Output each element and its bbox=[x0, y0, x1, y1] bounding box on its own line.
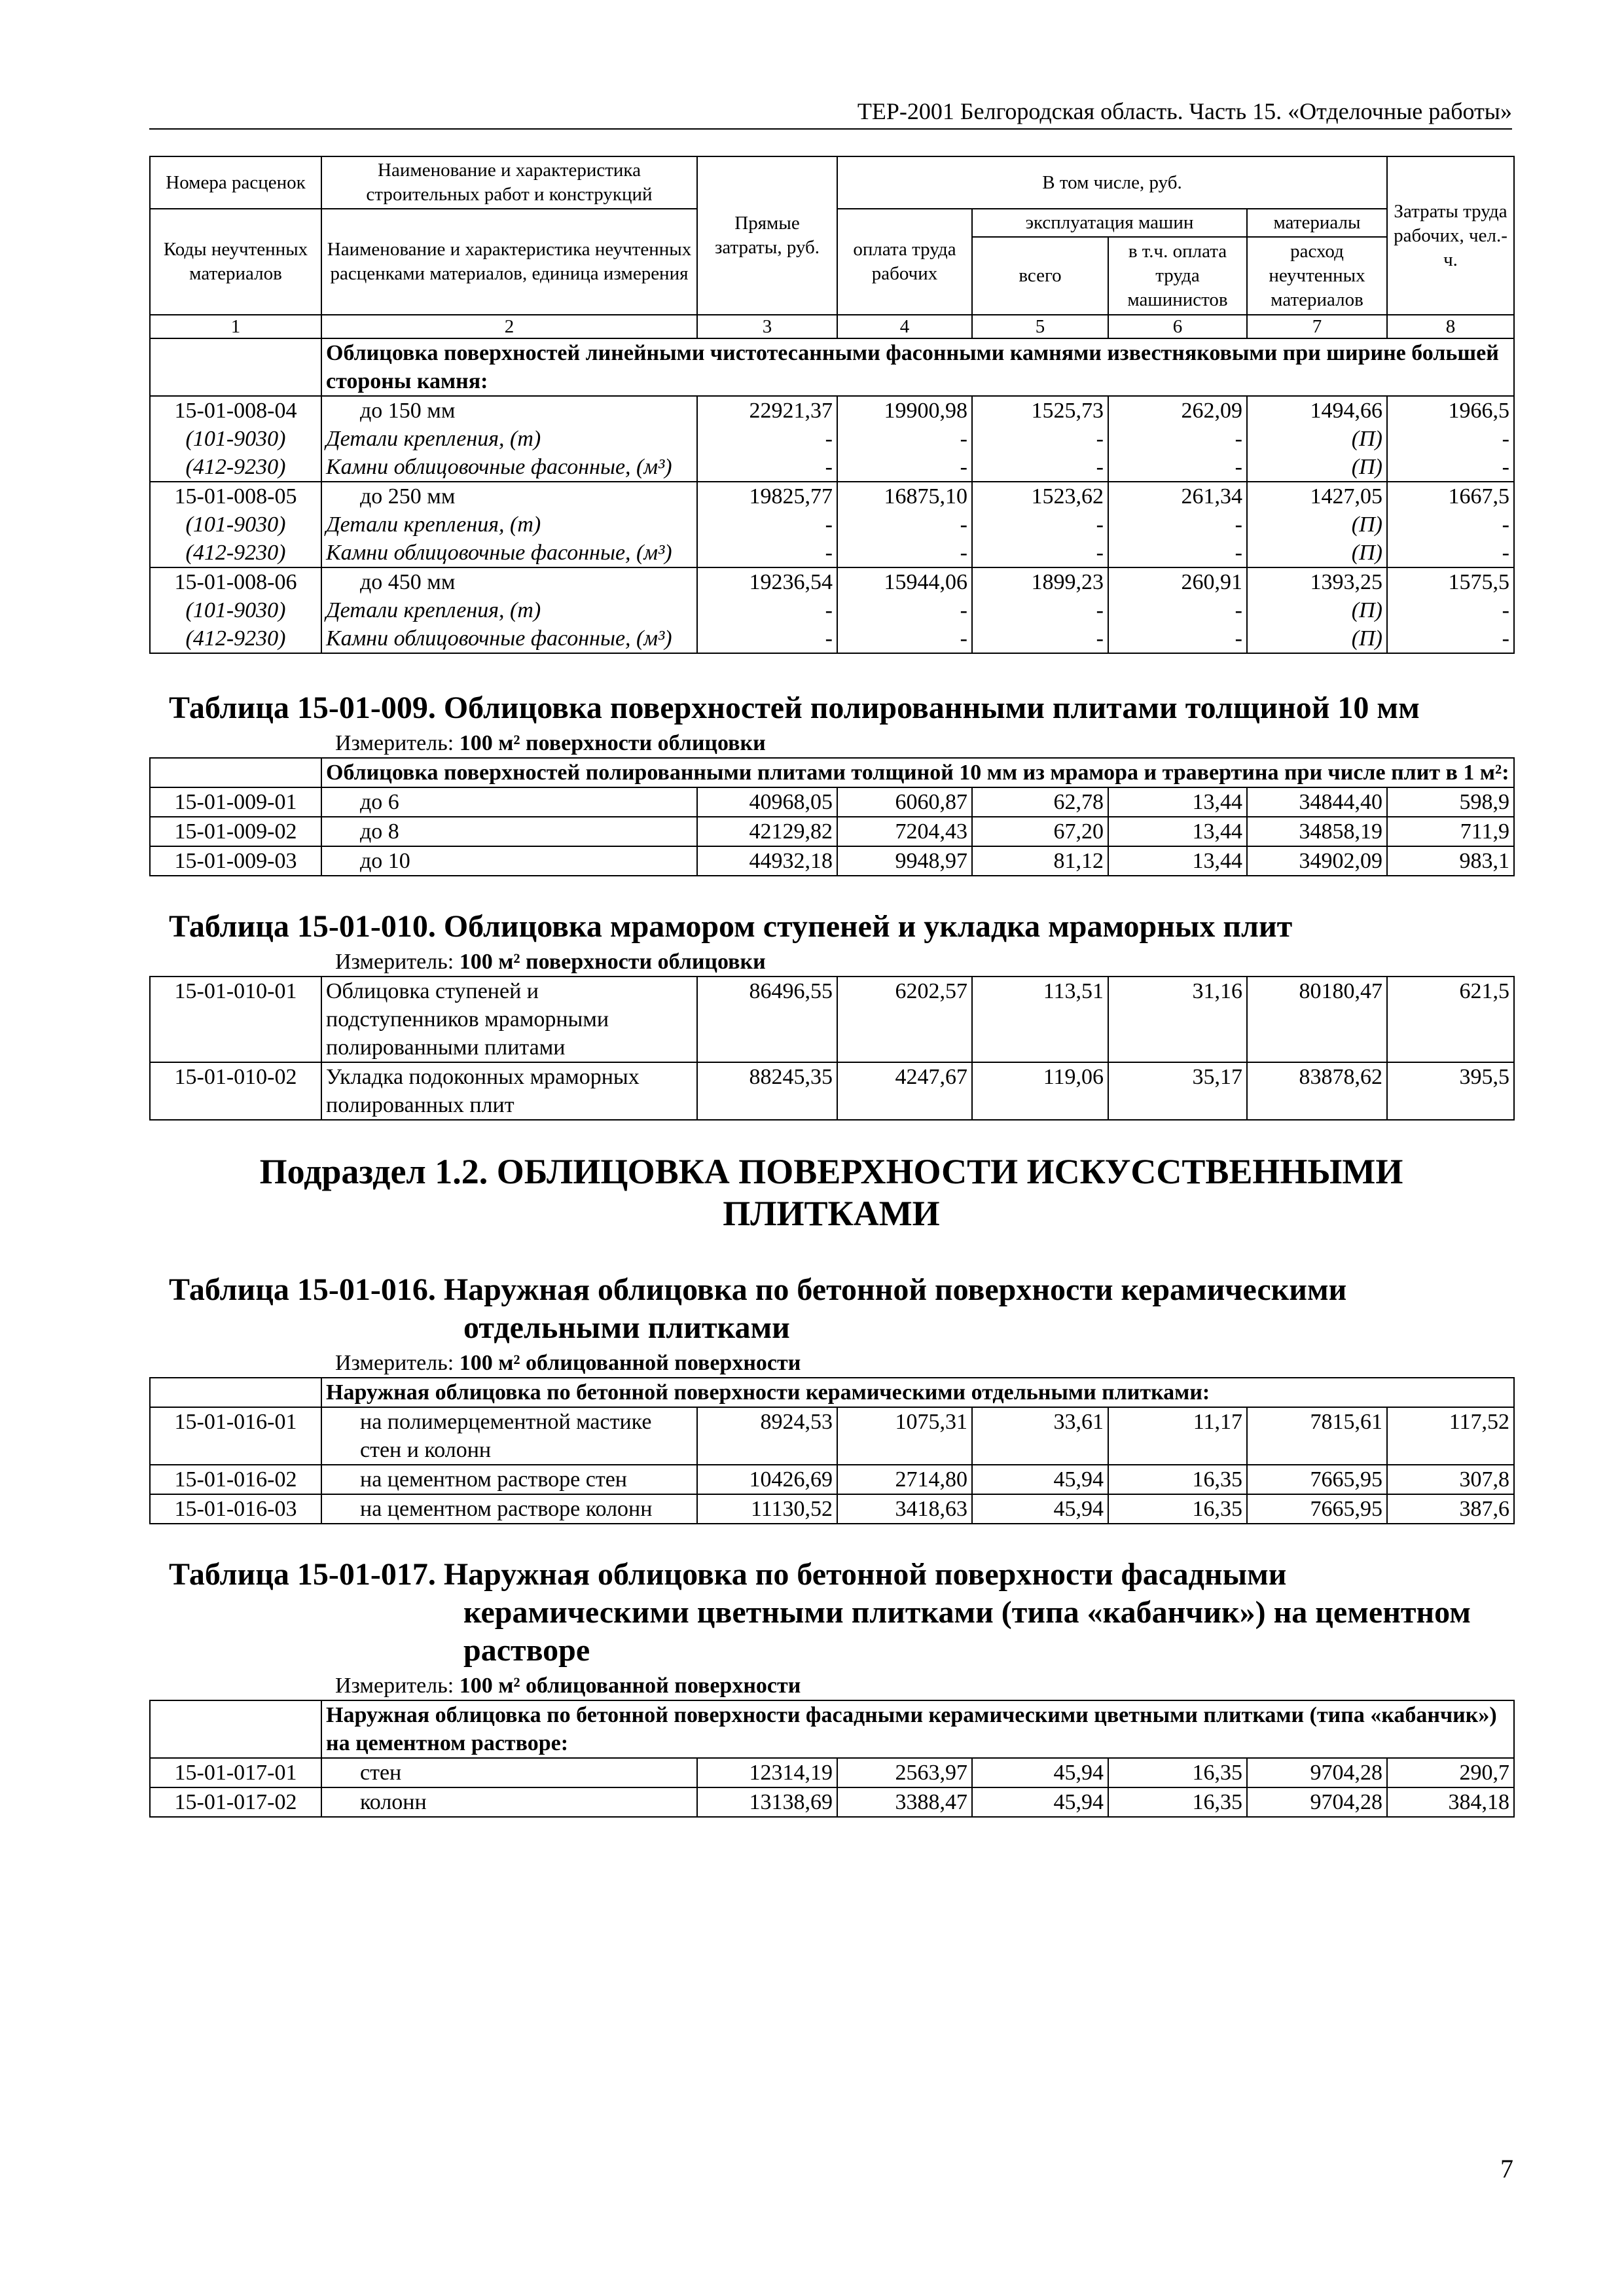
table-row bbox=[150, 482, 1514, 511]
work-name: колонн bbox=[321, 1787, 697, 1817]
value-cell: 88245,35 bbox=[697, 1062, 837, 1120]
value-cell: 67,20 bbox=[972, 817, 1108, 846]
value-cell: 16,35 bbox=[1108, 1465, 1247, 1494]
rate-code: 15-01-010-02 bbox=[150, 1062, 321, 1120]
material-name: Детали крепления, (т) bbox=[321, 596, 697, 624]
table-row bbox=[150, 1758, 1514, 1787]
table-row bbox=[150, 567, 1514, 596]
value-cell: - bbox=[697, 596, 837, 624]
material-row bbox=[150, 511, 1514, 539]
value-cell: 81,12 bbox=[972, 846, 1108, 876]
table-row bbox=[150, 1787, 1514, 1817]
value-cell: 45,94 bbox=[972, 1494, 1108, 1524]
value-cell: 34844,40 bbox=[1247, 787, 1387, 817]
rates-table-010 bbox=[149, 976, 1515, 1121]
page-number: 7 bbox=[1500, 2154, 1513, 2183]
value-cell: - bbox=[837, 596, 972, 624]
col-machines: эксплуатация машин bbox=[972, 209, 1247, 237]
value-cell: - bbox=[1108, 511, 1247, 539]
rate-code: 15-01-010-01 bbox=[150, 977, 321, 1062]
value-cell: 44932,18 bbox=[697, 846, 837, 876]
work-name: до 150 мм bbox=[321, 396, 697, 425]
material-code: (412-9230) bbox=[150, 453, 321, 482]
col-number: 5 bbox=[972, 315, 1108, 338]
rate-code: 15-01-008-04 bbox=[150, 396, 321, 425]
value-cell: 113,51 bbox=[972, 977, 1108, 1062]
material-name: Детали крепления, (т) bbox=[321, 425, 697, 453]
material-code: (412-9230) bbox=[150, 539, 321, 567]
rate-code: 15-01-017-01 bbox=[150, 1758, 321, 1787]
value-cell: 261,34 bbox=[1108, 482, 1247, 511]
value-cell: 13,44 bbox=[1108, 846, 1247, 876]
rate-code: 15-01-008-06 bbox=[150, 567, 321, 596]
value-cell: 62,78 bbox=[972, 787, 1108, 817]
material-code: (101-9030) bbox=[150, 596, 321, 624]
value-cell: 7815,61 bbox=[1247, 1407, 1387, 1465]
value-cell: - bbox=[1387, 539, 1514, 567]
col-number: 7 bbox=[1247, 315, 1387, 338]
value-cell: - bbox=[837, 539, 972, 567]
table-row bbox=[150, 977, 1514, 1062]
work-name: до 450 мм bbox=[321, 567, 697, 596]
value-cell: 9704,28 bbox=[1247, 1787, 1387, 1817]
value-cell: - bbox=[972, 624, 1108, 653]
value-cell: - bbox=[697, 624, 837, 653]
value-cell: 1966,5 bbox=[1387, 396, 1514, 425]
col-machines-total: всего bbox=[972, 237, 1108, 315]
value-cell: 11,17 bbox=[1108, 1407, 1247, 1465]
work-name: до 8 bbox=[321, 817, 697, 846]
value-cell: 262,09 bbox=[1108, 396, 1247, 425]
value-cell: 42129,82 bbox=[697, 817, 837, 846]
running-header: ТЕР-2001 Белгородская область. Часть 15. «Отделочные работы» bbox=[149, 97, 1512, 130]
table-row bbox=[150, 1407, 1514, 1465]
value-cell: 13138,69 bbox=[697, 1787, 837, 1817]
value-cell: 16875,10 bbox=[837, 482, 972, 511]
rate-code: 15-01-009-02 bbox=[150, 817, 321, 846]
value-cell: 19825,77 bbox=[697, 482, 837, 511]
col-labor-pay: оплата труда рабочих bbox=[837, 209, 972, 315]
group-heading: Наружная облицовка по бетонной поверхности керамическими отдельными плитками: bbox=[321, 1378, 1514, 1407]
work-name: стен bbox=[321, 1758, 697, 1787]
value-cell: 33,61 bbox=[972, 1407, 1108, 1465]
material-code: (101-9030) bbox=[150, 425, 321, 453]
value-cell: - bbox=[837, 425, 972, 453]
rates-table-016 bbox=[149, 1377, 1515, 1524]
value-cell: 16,35 bbox=[1108, 1758, 1247, 1787]
rate-code: 15-01-017-02 bbox=[150, 1787, 321, 1817]
value-cell: - bbox=[972, 596, 1108, 624]
material-row bbox=[150, 453, 1514, 482]
work-name: до 10 bbox=[321, 846, 697, 876]
table-title-016: Таблица 15-01-016. Наружная облицовка по бетонной поверхности керамическими отдельными плитками bbox=[169, 1272, 1347, 1345]
value-cell: 387,6 bbox=[1387, 1494, 1514, 1524]
table-row bbox=[150, 1494, 1514, 1524]
value-cell: 45,94 bbox=[972, 1465, 1108, 1494]
table-title-009: Таблица 15-01-009. Облицовка поверхностей полированными плитами толщиной 10 мм bbox=[169, 691, 1420, 725]
value-cell: - bbox=[697, 425, 837, 453]
value-cell: (П) bbox=[1247, 425, 1387, 453]
col-including: В том числе, руб. bbox=[837, 156, 1387, 209]
value-cell: 2714,80 bbox=[837, 1465, 972, 1494]
value-cell: 1523,62 bbox=[972, 482, 1108, 511]
value-cell: 395,5 bbox=[1387, 1062, 1514, 1120]
value-cell: (П) bbox=[1247, 511, 1387, 539]
col-number: 8 bbox=[1387, 315, 1514, 338]
work-name: до 6 bbox=[321, 787, 697, 817]
value-cell: 34902,09 bbox=[1247, 846, 1387, 876]
col-work-name: Наименование и характеристика строительных работ и конструкций bbox=[321, 156, 697, 209]
col-number: 1 bbox=[150, 315, 321, 338]
material-name: Камни облицовочные фасонные, (м³) bbox=[321, 624, 697, 653]
group-heading: Наружная облицовка по бетонной поверхности фасадными керамическими цветными плитками (типа «кабанчик») на цементном растворе: bbox=[321, 1700, 1514, 1758]
value-cell: 3388,47 bbox=[837, 1787, 972, 1817]
unit-line-009: Измеритель: 100 м² поверхности облицовки bbox=[335, 731, 766, 755]
value-cell: 3418,63 bbox=[837, 1494, 972, 1524]
table-row bbox=[150, 787, 1514, 817]
work-name: Облицовка ступеней и подступенников мраморными полированными плитами bbox=[321, 977, 697, 1062]
value-cell: 31,16 bbox=[1108, 977, 1247, 1062]
material-code: (412-9230) bbox=[150, 624, 321, 653]
value-cell: - bbox=[837, 453, 972, 482]
value-cell: - bbox=[1387, 425, 1514, 453]
value-cell: 1494,66 bbox=[1247, 396, 1387, 425]
value-cell: 119,06 bbox=[972, 1062, 1108, 1120]
table-title-017: Таблица 15-01-017. Наружная облицовка по бетонной поверхности фасадными керамическими цветными плитками (типа «кабанчик») на цементном растворе bbox=[169, 1557, 1471, 1668]
table-title-010: Таблица 15-01-010. Облицовка мрамором ступеней и укладка мраморных плит bbox=[169, 909, 1293, 944]
value-cell: 86496,55 bbox=[697, 977, 837, 1062]
rates-table-017 bbox=[149, 1700, 1515, 1818]
table-row bbox=[150, 1062, 1514, 1120]
col-material-name: Наименование и характеристика неучтенных расценками материалов, единица измерения bbox=[321, 209, 697, 315]
value-cell: 19236,54 bbox=[697, 567, 837, 596]
value-cell: 83878,62 bbox=[1247, 1062, 1387, 1120]
value-cell: 9704,28 bbox=[1247, 1758, 1387, 1787]
material-row bbox=[150, 539, 1514, 567]
material-name: Детали крепления, (т) bbox=[321, 511, 697, 539]
value-cell: 13,44 bbox=[1108, 817, 1247, 846]
value-cell: 22921,37 bbox=[697, 396, 837, 425]
rate-code: 15-01-016-03 bbox=[150, 1494, 321, 1524]
value-cell: 9948,97 bbox=[837, 846, 972, 876]
value-cell: 6202,57 bbox=[837, 977, 972, 1062]
col-number: 4 bbox=[837, 315, 972, 338]
unit-line-016: Измеритель: 100 м² облицованной поверхности bbox=[335, 1351, 801, 1375]
value-cell: - bbox=[1387, 453, 1514, 482]
value-cell: - bbox=[1108, 624, 1247, 653]
table-row bbox=[150, 1465, 1514, 1494]
col-labor-cost: Затраты труда рабочих, чел.-ч. bbox=[1387, 156, 1514, 315]
table-row bbox=[150, 817, 1514, 846]
value-cell: - bbox=[1108, 425, 1247, 453]
value-cell: (П) bbox=[1247, 453, 1387, 482]
col-rate-numbers: Номера расценок bbox=[150, 156, 321, 209]
value-cell: - bbox=[837, 624, 972, 653]
rates-table-008-rows bbox=[149, 395, 1515, 654]
value-cell: 7204,43 bbox=[837, 817, 972, 846]
value-cell: 35,17 bbox=[1108, 1062, 1247, 1120]
value-cell: - bbox=[1108, 539, 1247, 567]
group-heading: Облицовка поверхностей полированными плитами толщиной 10 мм из мрамора и травертина при числе плит в 1 м²: bbox=[321, 758, 1514, 787]
col-direct-costs: Прямые затраты, руб. bbox=[697, 156, 837, 315]
unit-line-017: Измеритель: 100 м² облицованной поверхности bbox=[335, 1674, 801, 1698]
value-cell: - bbox=[1387, 596, 1514, 624]
rate-code: 15-01-016-01 bbox=[150, 1407, 321, 1465]
value-cell: 1427,05 bbox=[1247, 482, 1387, 511]
col-machine-operators: в т.ч. оплата труда машинистов bbox=[1108, 237, 1247, 315]
value-cell: - bbox=[1108, 596, 1247, 624]
value-cell: - bbox=[1387, 624, 1514, 653]
col-materials: материалы bbox=[1247, 209, 1387, 237]
col-material-codes: Коды неучтенных материалов bbox=[150, 209, 321, 315]
value-cell: (П) bbox=[1247, 539, 1387, 567]
value-cell: - bbox=[697, 539, 837, 567]
value-cell: 6060,87 bbox=[837, 787, 972, 817]
value-cell: - bbox=[1108, 453, 1247, 482]
value-cell: 290,7 bbox=[1387, 1758, 1514, 1787]
value-cell: (П) bbox=[1247, 596, 1387, 624]
value-cell: - bbox=[1387, 511, 1514, 539]
value-cell: 1899,23 bbox=[972, 567, 1108, 596]
value-cell: 1575,5 bbox=[1387, 567, 1514, 596]
table-row bbox=[150, 846, 1514, 876]
value-cell: 260,91 bbox=[1108, 567, 1247, 596]
value-cell: 34858,19 bbox=[1247, 817, 1387, 846]
value-cell: 621,5 bbox=[1387, 977, 1514, 1062]
value-cell: 13,44 bbox=[1108, 787, 1247, 817]
value-cell: - bbox=[837, 511, 972, 539]
value-cell: 1667,5 bbox=[1387, 482, 1514, 511]
value-cell: 983,1 bbox=[1387, 846, 1514, 876]
table-row bbox=[150, 396, 1514, 425]
rates-table-008 bbox=[149, 156, 1515, 397]
group-heading: Облицовка поверхностей линейными чистотесанными фасонными камнями известняковыми при ширине большей стороны камня: bbox=[321, 338, 1514, 396]
value-cell: 711,9 bbox=[1387, 817, 1514, 846]
col-number: 6 bbox=[1108, 315, 1247, 338]
work-name: Укладка подоконных мраморных полированных плит bbox=[321, 1062, 697, 1120]
value-cell: 16,35 bbox=[1108, 1787, 1247, 1817]
value-cell: 7665,95 bbox=[1247, 1465, 1387, 1494]
value-cell: 598,9 bbox=[1387, 787, 1514, 817]
value-cell: - bbox=[972, 539, 1108, 567]
value-cell: - bbox=[697, 511, 837, 539]
value-cell: 45,94 bbox=[972, 1787, 1108, 1817]
rate-code: 15-01-009-01 bbox=[150, 787, 321, 817]
value-cell: 40968,05 bbox=[697, 787, 837, 817]
value-cell: 10426,69 bbox=[697, 1465, 837, 1494]
rates-table-009 bbox=[149, 757, 1515, 876]
rate-code: 15-01-009-03 bbox=[150, 846, 321, 876]
value-cell: 11130,52 bbox=[697, 1494, 837, 1524]
value-cell: 117,52 bbox=[1387, 1407, 1514, 1465]
value-cell: - bbox=[972, 453, 1108, 482]
value-cell: - bbox=[697, 453, 837, 482]
value-cell: 15944,06 bbox=[837, 567, 972, 596]
rate-code: 15-01-008-05 bbox=[150, 482, 321, 511]
material-name: Камни облицовочные фасонные, (м³) bbox=[321, 453, 697, 482]
value-cell: 307,8 bbox=[1387, 1465, 1514, 1494]
value-cell: 4247,67 bbox=[837, 1062, 972, 1120]
col-number: 3 bbox=[697, 315, 837, 338]
value-cell: 80180,47 bbox=[1247, 977, 1387, 1062]
value-cell: 1075,31 bbox=[837, 1407, 972, 1465]
material-row bbox=[150, 596, 1514, 624]
material-name: Камни облицовочные фасонные, (м³) bbox=[321, 539, 697, 567]
value-cell: 8924,53 bbox=[697, 1407, 837, 1465]
col-number: 2 bbox=[321, 315, 697, 338]
value-cell: 45,94 bbox=[972, 1758, 1108, 1787]
material-row bbox=[150, 425, 1514, 453]
value-cell: 1393,25 bbox=[1247, 567, 1387, 596]
value-cell: 7665,95 bbox=[1247, 1494, 1387, 1524]
value-cell: 1525,73 bbox=[972, 396, 1108, 425]
material-row bbox=[150, 624, 1514, 653]
value-cell: - bbox=[972, 425, 1108, 453]
material-code: (101-9030) bbox=[150, 511, 321, 539]
value-cell: 12314,19 bbox=[697, 1758, 837, 1787]
value-cell: 19900,98 bbox=[837, 396, 972, 425]
col-materials-unaccounted: расход неучтенных материалов bbox=[1247, 237, 1387, 315]
unit-line-010: Измеритель: 100 м² поверхности облицовки bbox=[335, 950, 766, 974]
work-name: на полимерцементной мастике стен и колонн bbox=[321, 1407, 697, 1465]
value-cell: 2563,97 bbox=[837, 1758, 972, 1787]
value-cell: 16,35 bbox=[1108, 1494, 1247, 1524]
work-name: на цементном растворе стен bbox=[321, 1465, 697, 1494]
page-content bbox=[149, 156, 1513, 1818]
value-cell: - bbox=[972, 511, 1108, 539]
work-name: до 250 мм bbox=[321, 482, 697, 511]
value-cell: (П) bbox=[1247, 624, 1387, 653]
subsection-title: Подраздел 1.2. ОБЛИЦОВКА ПОВЕРХНОСТИ ИСКУССТВЕННЫМИ ПЛИТКАМИ bbox=[259, 1152, 1403, 1233]
value-cell: 384,18 bbox=[1387, 1787, 1514, 1817]
rate-code: 15-01-016-02 bbox=[150, 1465, 321, 1494]
work-name: на цементном растворе колонн bbox=[321, 1494, 697, 1524]
